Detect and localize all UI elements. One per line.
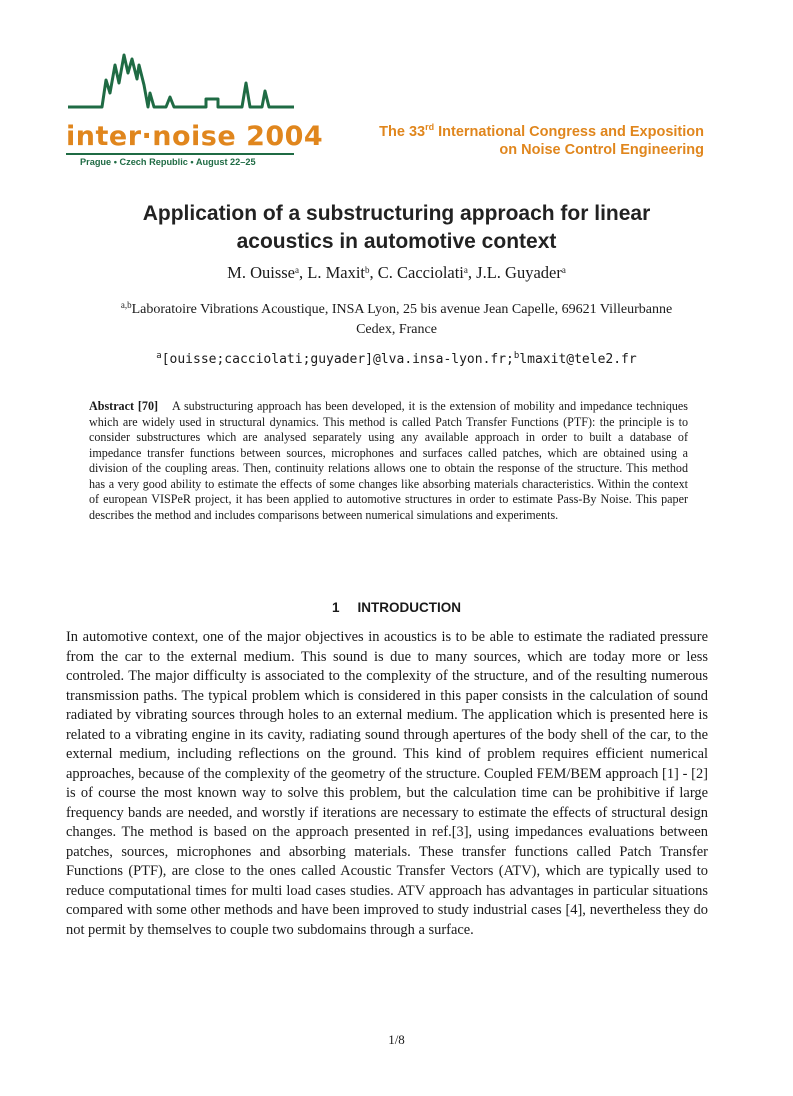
page-number: 1/8: [388, 1032, 405, 1047]
congress-prefix: The 33: [379, 123, 426, 140]
author-list: [60, 263, 733, 283]
section-heading: [60, 600, 733, 615]
logo-divider: [66, 153, 294, 155]
section-body: In automotive context, one of the major objectives in acoustics is to be able to estimate the radiated pressure from the car to the external medium. This sound is due to many sources, which are today more or less controled. The major difficulty is associated to the complexity of the structure, and of the resulting numerous transmission paths. The typical problem which is considered in this paper consists in the calculation of sound radiated by vibrating sources through holes to an external medium. The application which is presented here is related to a vibrating engine in its cavity, radiating sound through apertures of the body shell of the car, to the external medium, including reflections on the ground. This kind of problem requires efficient numerical approaches, because of the complexity of the geometry of the structure. Coupled FEM/BEM approach [1] - [2] is of course the most known way to solve this problem, but the calculation time can be prohibitive if large frequency bands are needed, and worstly if iterations are necessary to estimate the effects of structural design changes. The method is based on the approach presented in ref.[3], using impedances evaluations between patches, sources, microphones and absorbing materials. These transfer functions called Patch Transfer Functions (PTF), are close to the ones called Acoustic Transfer Vectors (ATV), which are typically used to reduce computational times for multi load cases studies. ATV approach has advantages in particular situations compared with some other methods and have been improved to study industrial cases [4], nevertheless they do not permit by themselves to couple two subdomains through a surface.: [66, 629, 708, 938]
author-name: J.L. Guyader: [476, 263, 562, 282]
section-title: INTRODUCTION: [357, 600, 461, 615]
congress-line-1: [379, 118, 704, 141]
congress-line-2: on Noise Control Engineering: [499, 141, 704, 158]
title-line-1: Application of a substructuring approach for linear: [142, 202, 651, 225]
sound-wave-skyline-icon: [66, 45, 298, 125]
author-name: C. Cacciolati: [377, 263, 464, 282]
logo-wordmark: inter·noise 2004: [66, 121, 324, 152]
author-name: L. Maxit: [307, 263, 365, 282]
congress-suffix: International Congress and Exposition: [434, 123, 704, 140]
congress-heading: [379, 118, 704, 159]
email-mark-b: b: [513, 351, 520, 361]
conference-logo: [66, 45, 324, 171]
congress-ordinal: rd: [425, 122, 435, 132]
logo-subtitle: Prague • Czech Republic • August 22–25: [80, 157, 256, 167]
email-b[interactable]: lmaxit@tele2.fr: [519, 352, 637, 367]
paper-title: [60, 200, 733, 256]
author-affil-mark: a: [295, 265, 299, 275]
email-mark-a: a: [156, 351, 162, 361]
section-number: 1: [331, 600, 340, 615]
author-name: M. Ouisse: [227, 263, 295, 282]
author-sep: ,: [369, 263, 378, 282]
abstract-label: Abstract [70]: [89, 399, 159, 413]
author-affil-mark: b: [365, 265, 370, 275]
affiliation-mark: a,b: [120, 300, 132, 310]
author-sep: ,: [299, 263, 308, 282]
author-affil-mark: a: [463, 265, 468, 275]
author-affil-mark: a: [561, 265, 566, 275]
abstract-text: A substructuring approach has been developed, it is the extension of mobility and impedance techniques which are widely used in structural dynamics. This method is called Patch Transfer Functions (PTF): the principle is to consider substructures which are analysed separately using any available approach in order to built a database of impedance transfer functions between sources, microphones and surfaces called patches, which are obtained using a division of the coupling areas. Then, continuity relations allows one to obtain the response of the structure. This method has a very good ability to estimate the effects of some changes like absorbing materials characteristics. Within the context of european VISPeR project, it has been applied to automotive structures in order to estimate Pass-By Noise. This paper describes the method and includes comparisons between numerical simulations and experiments.: [89, 399, 688, 522]
author-emails: [60, 351, 733, 367]
email-a[interactable]: [ouisse;cacciolati;guyader]@lva.insa-lyon.fr;: [161, 352, 514, 367]
affiliation-line-2: Cedex, France: [356, 322, 437, 337]
title-line-2: acoustics in automotive context: [236, 230, 557, 253]
affiliation: [60, 295, 733, 340]
author-sep: ,: [467, 263, 477, 282]
abstract: [89, 399, 688, 523]
affiliation-line-1: Laboratoire Vibrations Acoustique, INSA Lyon, 25 bis avenue Jean Capelle, 69621 Villeurbanne: [131, 302, 673, 317]
